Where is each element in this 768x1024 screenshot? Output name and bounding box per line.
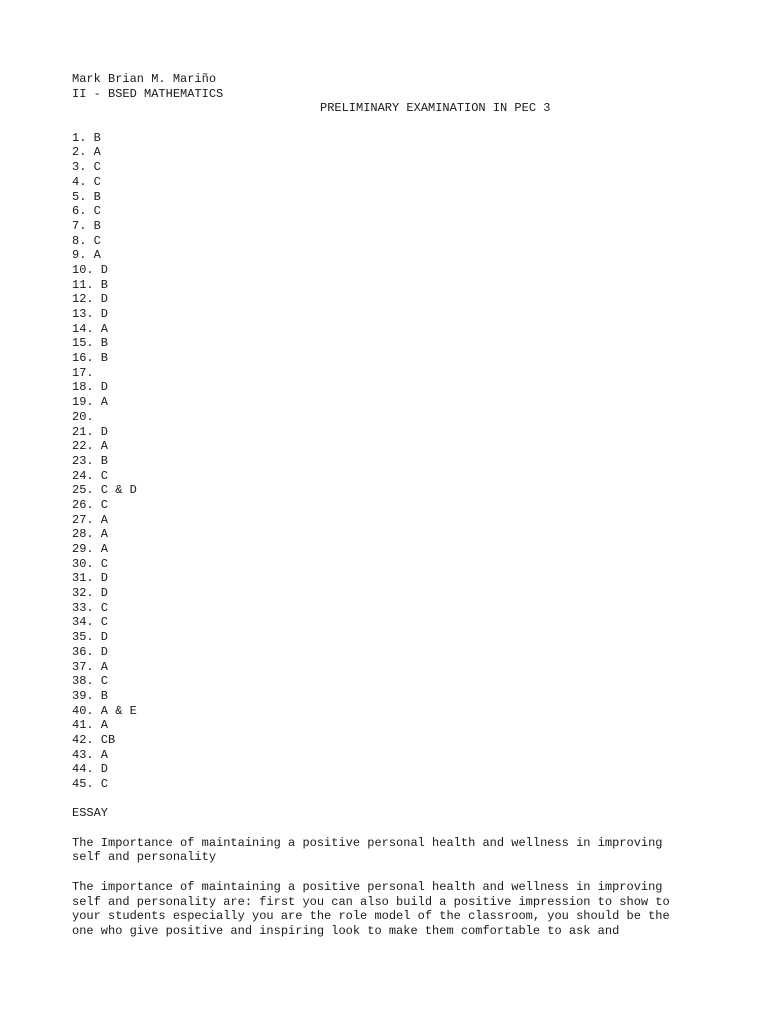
answer-item: 44. D [72, 762, 109, 777]
answer-item: 10. D [72, 262, 109, 277]
answer-item: 22. A [72, 439, 109, 454]
answer-item: 45. C [72, 777, 109, 791]
answer-item: 3. C [72, 160, 101, 175]
answer-item: 43. A [72, 747, 109, 762]
answer-item: 39. B [72, 688, 109, 703]
answer-item: 13. D [72, 307, 109, 321]
answer-item: 7. B [72, 218, 101, 233]
answer-item: 17. [72, 365, 94, 380]
essay-body-line: The importance of maintaining a positive personal health and wellness in improving [72, 879, 663, 894]
answer-item: 16. B [72, 351, 109, 366]
essay-body [72, 880, 712, 939]
answer-item: 31. D [72, 571, 109, 586]
answer-item: 28. A [72, 527, 109, 542]
spacer [72, 821, 712, 836]
answer-item: 6. C [72, 204, 101, 219]
answer-item: 32. D [72, 586, 109, 601]
answer-item: 12. D [72, 292, 109, 307]
answer-item: 30. C [72, 556, 109, 571]
answer-item: 19. A [72, 395, 109, 410]
essay-heading: ESSAY [72, 806, 109, 821]
answer-item: 8. C [72, 233, 101, 248]
student-name: Mark Brian M. Mariño [72, 72, 217, 86]
answer-item: 34. C [72, 615, 109, 630]
answer-item: 40. A & E [72, 703, 137, 718]
essay-topic [72, 836, 712, 865]
answer-item: 38. C [72, 674, 109, 689]
exam-title: PRELIMINARY EXAMINATION IN PEC 3 [320, 101, 551, 116]
essay-body-line: your students especially you are the role model of the classroom, you should be the [72, 909, 670, 924]
essay-topic-line: The Importance of maintaining a positive personal health and wellness in improving [72, 835, 663, 850]
answer-item: 23. B [72, 453, 109, 468]
answer-item: 14. A [72, 321, 109, 336]
student-course: II - BSED MATHEMATICS [72, 86, 224, 101]
answer-item: 4. C [72, 174, 101, 189]
answer-item: 5. B [72, 189, 101, 204]
answer-item: 1. B [72, 130, 101, 145]
answer-item: 41. A [72, 718, 109, 733]
answer-item: 26. C [72, 497, 109, 512]
answer-item: 37. A [72, 659, 109, 674]
answer-item: 9. A [72, 248, 101, 263]
answer-item: 11. B [72, 277, 109, 292]
answer-item: 42. CB [72, 732, 116, 747]
answer-item: 25. C & D [72, 483, 137, 498]
answer-item: 2. A [72, 145, 101, 160]
spacer [72, 116, 712, 131]
answer-item: 24. C [72, 468, 109, 483]
answer-item: 15. B [72, 336, 109, 351]
answer-item: 35. D [72, 630, 109, 645]
document-page [72, 72, 712, 939]
answer-item: 36. D [72, 644, 109, 659]
answer-item: 18. D [72, 380, 109, 395]
answer-item: 20. [72, 409, 94, 424]
essay-body-line: one who give positive and inspiring look to make them comfortable to ask and [72, 923, 620, 938]
answer-item: 33. C [72, 600, 109, 615]
spacer [72, 865, 712, 880]
spacer [72, 792, 712, 807]
answer-list [72, 131, 712, 792]
answer-item: 21. D [72, 424, 109, 439]
essay-topic-line: self and personality [72, 850, 217, 865]
essay-body-line: self and personality are: first you can also build a positive impression to show to [72, 894, 670, 909]
answer-item: 29. A [72, 542, 109, 556]
answer-item: 27. A [72, 512, 109, 527]
